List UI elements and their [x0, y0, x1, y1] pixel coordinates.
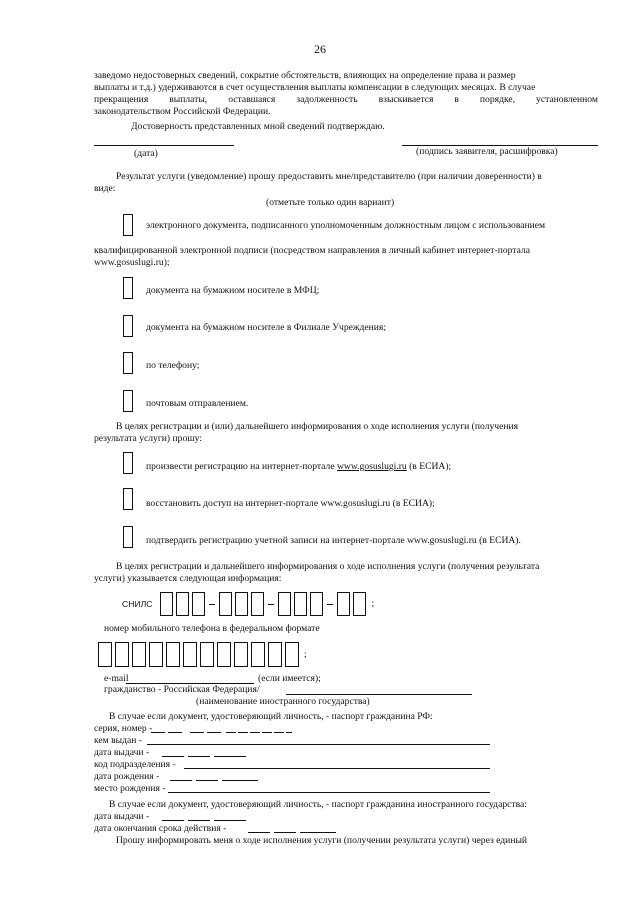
option-electronic: электронного документа, подписанного уполномоченным должностным лицом с использованием	[146, 220, 546, 231]
phone-digit[interactable]	[200, 642, 214, 667]
foreign-state-note: (наименование иностранного государства)	[196, 696, 370, 707]
snils-digit[interactable]	[192, 592, 205, 616]
phone-digit[interactable]	[166, 642, 180, 667]
option-confirm: подтвердить регистрацию учетной записи на интернет-портале www.gosuslugi.ru (в ЕСИА).	[146, 535, 521, 546]
registration-line-2: результата услуги) прошу:	[94, 433, 202, 444]
foreign-issue-day[interactable]	[162, 820, 184, 821]
snils-digit[interactable]	[337, 592, 350, 616]
email-note: (если имеется);	[258, 673, 321, 684]
birth-date-month[interactable]	[196, 780, 218, 781]
snils-digit[interactable]	[219, 592, 232, 616]
snils-digit[interactable]	[278, 592, 291, 616]
passport-foreign-heading: В случае если документ, удостоверяющий личность, - паспорт гражданина иностранного государства:	[109, 799, 527, 810]
expiry-month[interactable]	[274, 832, 296, 833]
phone-digit[interactable]	[149, 642, 163, 667]
info-line-2: услуги) указывается следующая информация:	[94, 573, 282, 584]
registration-line-1: В целях регистрации и (или) дальнейшего информирования о ходе исполнения услуги (получения	[116, 421, 519, 432]
phone-digit[interactable]	[98, 642, 112, 667]
phone-digit[interactable]	[132, 642, 146, 667]
snils-digit[interactable]	[251, 592, 264, 616]
series-digit[interactable]	[190, 732, 204, 733]
info-line-1: В целях регистрации и дальнейшего информирования о ходе исполнения услуги (получения результата	[116, 561, 540, 572]
issue-date-label: дата выдачи -	[94, 747, 150, 758]
intro-line-4: законодательством Российской Федерации.	[94, 106, 271, 117]
result-line-2: виде:	[94, 183, 116, 194]
checkbox-electronic[interactable]	[123, 214, 133, 236]
checkbox-mail[interactable]	[123, 390, 133, 412]
expiry-year[interactable]	[300, 832, 336, 833]
snils-dash	[268, 604, 274, 605]
issued-by-label: кем выдан -	[94, 735, 142, 746]
issued-by-field[interactable]	[147, 744, 490, 745]
option-mail: почтовым отправлением.	[146, 398, 249, 409]
snils-digit[interactable]	[235, 592, 248, 616]
option-restore: восстановить доступ на интернет-портале www.gosuslugi.ru (в ЕСИА);	[146, 498, 435, 509]
number-digit[interactable]	[226, 732, 236, 733]
snils-digit[interactable]	[353, 592, 366, 616]
result-note: (отметьте только один вариант)	[266, 197, 395, 208]
dept-code-field[interactable]	[184, 768, 490, 769]
foreign-issue-month[interactable]	[188, 820, 210, 821]
checkbox-paper-branch[interactable]	[123, 315, 133, 337]
intro-line-3: прекращения выплаты, оставшаяся задолженность взыскивается в порядке, установленном	[94, 94, 598, 105]
closing-line: Прошу информировать меня о ходе исполнения услуги (получении результата услуги) через единый	[116, 835, 528, 846]
phone-label: номер мобильного телефона в федеральном формате	[104, 623, 320, 634]
intro-line-1: заведомо недостоверных сведений, сокрытие обстоятельств, влияющих на определение права и размер	[94, 70, 516, 81]
checkbox-register[interactable]	[123, 452, 133, 474]
date-line[interactable]	[94, 145, 234, 146]
foreign-issue-year[interactable]	[214, 820, 246, 821]
checkbox-phone[interactable]	[123, 352, 133, 374]
snils-digit[interactable]	[176, 592, 189, 616]
series-digit[interactable]	[207, 732, 221, 733]
phone-row	[98, 642, 307, 667]
phone-digit[interactable]	[183, 642, 197, 667]
intro-line-2: выплаты и т.д.) удерживаются в счет осуществления выплаты компенсации в следующих месяцах. В случае	[94, 82, 536, 93]
birth-date-label: дата рождения -	[94, 771, 160, 782]
birth-place-field[interactable]	[168, 792, 490, 793]
birth-date-year[interactable]	[222, 780, 258, 781]
option-paper-mfc: документа на бумажном носителе в МФЦ;	[146, 285, 320, 296]
signature-label: (подпись заявителя, расшифровка)	[416, 146, 558, 157]
birth-date-day[interactable]	[170, 780, 192, 781]
passport-rf-heading: В случае если документ, удостоверяющий личность, - паспорт гражданина РФ:	[109, 711, 433, 722]
gosuslugi-link[interactable]: www.gosuslugi.ru	[336, 461, 407, 472]
option-register-pre: произвести регистрацию на интернет-портале	[146, 461, 337, 472]
date-label: (дата)	[134, 148, 158, 159]
foreign-issue-date-label: дата выдачи -	[94, 811, 150, 822]
number-digit[interactable]	[274, 732, 284, 733]
snils-dash	[327, 604, 333, 605]
option-register-post: (в ЕСИА);	[406, 461, 452, 472]
number-digit[interactable]	[250, 732, 260, 733]
dept-code-label: код подразделения -	[94, 759, 176, 770]
snils-digit[interactable]	[160, 592, 173, 616]
option-phone: по телефону;	[146, 360, 200, 371]
series-digit[interactable]	[168, 732, 182, 733]
number-digit[interactable]	[262, 732, 272, 733]
page-number: 26	[314, 42, 326, 56]
number-digit[interactable]	[286, 732, 292, 733]
phone-digit[interactable]	[285, 642, 299, 667]
snils-digit[interactable]	[294, 592, 307, 616]
birth-place-label: место рождения -	[94, 783, 166, 794]
snils-digit[interactable]	[310, 592, 323, 616]
checkbox-restore[interactable]	[123, 488, 133, 510]
issue-date-month[interactable]	[188, 756, 210, 757]
number-digit[interactable]	[238, 732, 248, 733]
issue-date-year[interactable]	[214, 756, 246, 757]
option-electronic-cont: квалифицированной электронной подписи (посредством направления в личный кабинет интернет-портала	[94, 245, 530, 256]
email-label: e-mail	[104, 673, 129, 684]
citizenship-label: гражданство - Российская Федерация/	[104, 684, 260, 695]
expiry-day[interactable]	[248, 832, 270, 833]
result-line-1: Результат услуги (уведомление) прошу предоставить мне/представителю (при наличии доверенности) в	[116, 171, 542, 182]
snils-end: ;	[371, 598, 375, 610]
expiry-label: дата окончания срока действия -	[94, 823, 227, 834]
option-electronic-url: www.gosuslugi.ru);	[94, 257, 170, 268]
phone-digit[interactable]	[251, 642, 265, 667]
checkbox-confirm[interactable]	[123, 526, 133, 548]
option-paper-branch: документа на бумажном носителе в Филиале Учреждения;	[146, 322, 386, 333]
foreign-state-field[interactable]	[286, 694, 472, 695]
phone-digit[interactable]	[268, 642, 282, 667]
option-register	[146, 461, 451, 472]
series-label: серия, номер -	[94, 723, 153, 734]
phone-digit[interactable]	[115, 642, 129, 667]
snils-dash	[209, 604, 215, 605]
confirm-statement: Достоверность представленных мной сведений подтверждаю.	[131, 121, 385, 132]
phone-digit[interactable]	[234, 642, 248, 667]
series-digit[interactable]	[151, 732, 165, 733]
snils-row	[122, 592, 374, 616]
phone-digit[interactable]	[217, 642, 231, 667]
issue-date-day[interactable]	[162, 756, 184, 757]
checkbox-paper-mfc[interactable]	[123, 277, 133, 299]
phone-end: ;	[304, 648, 307, 660]
snils-label: СНИЛС	[122, 598, 153, 609]
